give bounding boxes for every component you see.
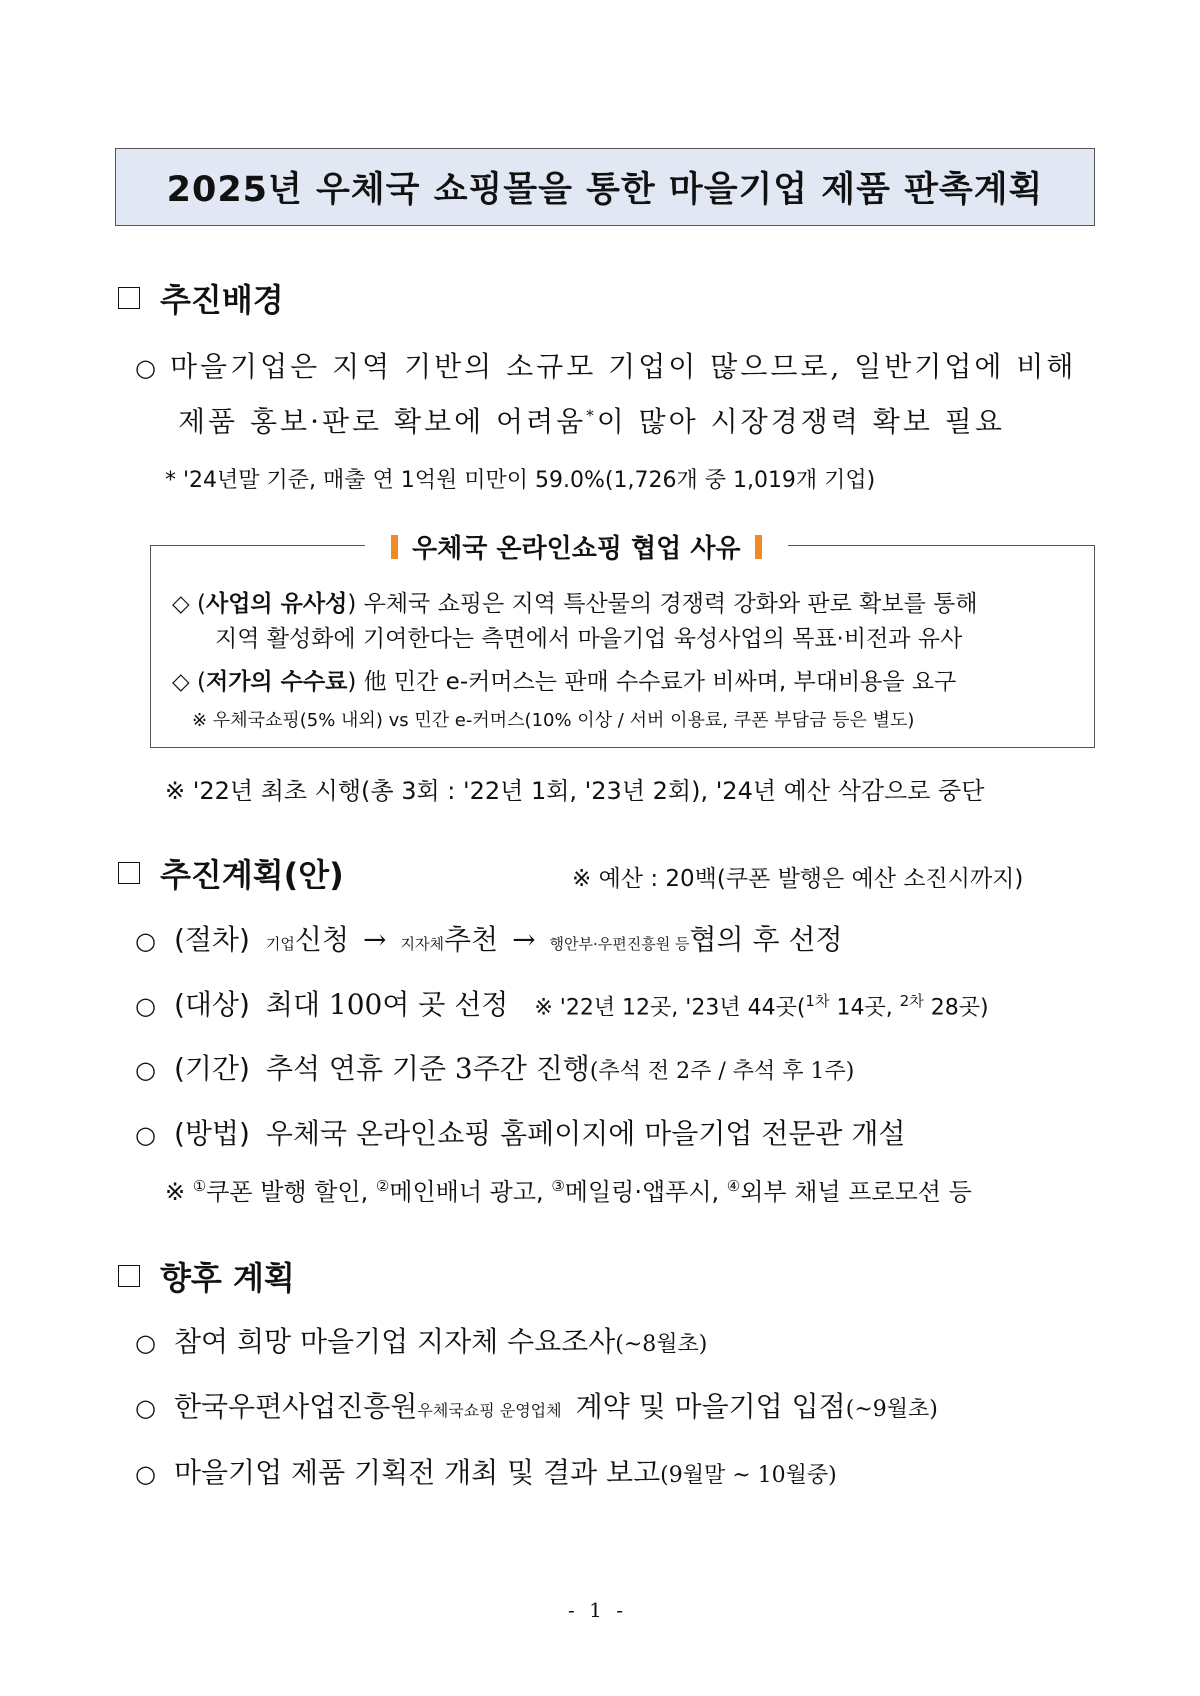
background-paragraph-line1: ○ 마을기업은 지역 기반의 소규모 기업이 많으므로, 일반기업에 비해 (135, 350, 1077, 383)
orange-bar-icon (391, 535, 398, 559)
checkbox-square-icon (118, 287, 140, 309)
circle-bullet-icon: ○ (135, 1460, 156, 1488)
circle-bullet-icon: ○ (135, 992, 156, 1020)
page-title: 2025년 우체국 쇼핑몰을 통한 마을기업 제품 판촉계획 (166, 170, 1044, 210)
arrow-right-icon: → (363, 923, 387, 956)
future-item-report: ○ 마을기업 제품 기획전 개최 및 결과 보고 (9월말 ~ 10월중) (135, 1456, 837, 1489)
box-item-similarity: ◇ (사업의 유사성) 우체국 쇼핑은 지역 특산물의 경쟁력 강화와 판로 확보를 통해 (172, 591, 978, 617)
circle-bullet-icon: ○ (135, 1329, 156, 1357)
plan-target: ○ (대상) 최대 100여 곳 선정 ※ '22년 12곳, '23년 44곳($^{1차}$ 14곳, $^{2차}$ 28곳) (135, 988, 989, 1021)
box-title: 우체국 온라인쇼핑 협업 사유 (365, 528, 788, 565)
section-heading-plan: 추진계획(안) (118, 850, 344, 896)
title-box (115, 148, 1095, 226)
diamond-bullet-icon: ◇ (172, 591, 190, 617)
budget-note: ※ 예산 : 20백(쿠폰 발행은 예산 소진시까지) (572, 866, 1024, 892)
plan-period: ○ (기간) 추석 연휴 기준 3주간 진행 (추석 전 2주 / 추석 후 1주) (135, 1052, 855, 1085)
section-heading-future: 향후 계획 (118, 1253, 295, 1299)
section-heading-background: 추진배경 (118, 275, 284, 321)
circle-bullet-icon: ○ (135, 1121, 156, 1149)
diamond-bullet-icon: ◇ (172, 669, 190, 695)
history-note: ※ '22년 최초 시행(총 3회 : '22년 1회, '23년 2회), '24년 예산 삭감으로 중단 (165, 777, 985, 805)
circle-bullet-icon: ○ (135, 927, 156, 955)
circle-bullet-icon: ○ (135, 1394, 156, 1422)
box-fee-note: ※ 우체국쇼핑(5% 내외) vs 민간 e-커머스(10% 이상 / 서버 이용료, 쿠폰 부담금 등은 별도) (192, 710, 915, 731)
checkbox-square-icon (118, 1265, 140, 1287)
future-item-contract: ○ 한국우편사업진흥원 우체국쇼핑 운영업체 계약 및 마을기업 입점 (~9월초) (135, 1390, 938, 1423)
checkbox-square-icon (118, 862, 140, 884)
plan-method: ○ (방법) 우체국 온라인쇼핑 홈페이지에 마을기업 전문관 개설 (135, 1117, 906, 1150)
circle-bullet-icon: ○ (135, 1056, 156, 1084)
circle-bullet-icon: ○ (135, 354, 156, 382)
page-number: - 1 - (568, 1598, 627, 1622)
background-paragraph-line2: 제품 홍보·판로 확보에 어려움*이 많아 시장경쟁력 확보 필요 (178, 405, 1005, 438)
future-item-survey: ○ 참여 희망 마을기업 지자체 수요조사 (~8월초) (135, 1325, 708, 1358)
orange-bar-icon (755, 535, 762, 559)
arrow-right-icon: → (512, 923, 536, 956)
box-item-low-fee: ◇ (저가의 수수료) 他 민간 e-커머스는 판매 수수료가 비싸며, 부대비용을 요구 (172, 669, 957, 695)
plan-procedure: ○ (절차) 기업 신청 → 지자체 추천 → 행안부·우편진흥원 등 협의 후 선정 (135, 923, 843, 956)
box-item-similarity-line2: 지역 활성화에 기여한다는 측면에서 마을기업 육성사업의 목표·비전과 유사 (215, 626, 963, 652)
plan-method-note: ※ ①쿠폰 발행 할인, ②메인배너 광고, ③메일링·앱푸시, ④외부 채널 프로모션 등 (165, 1177, 972, 1206)
background-footnote: * '24년말 기준, 매출 연 1억원 미만이 59.0%(1,726개 중 1,019개 기업) (165, 468, 876, 493)
